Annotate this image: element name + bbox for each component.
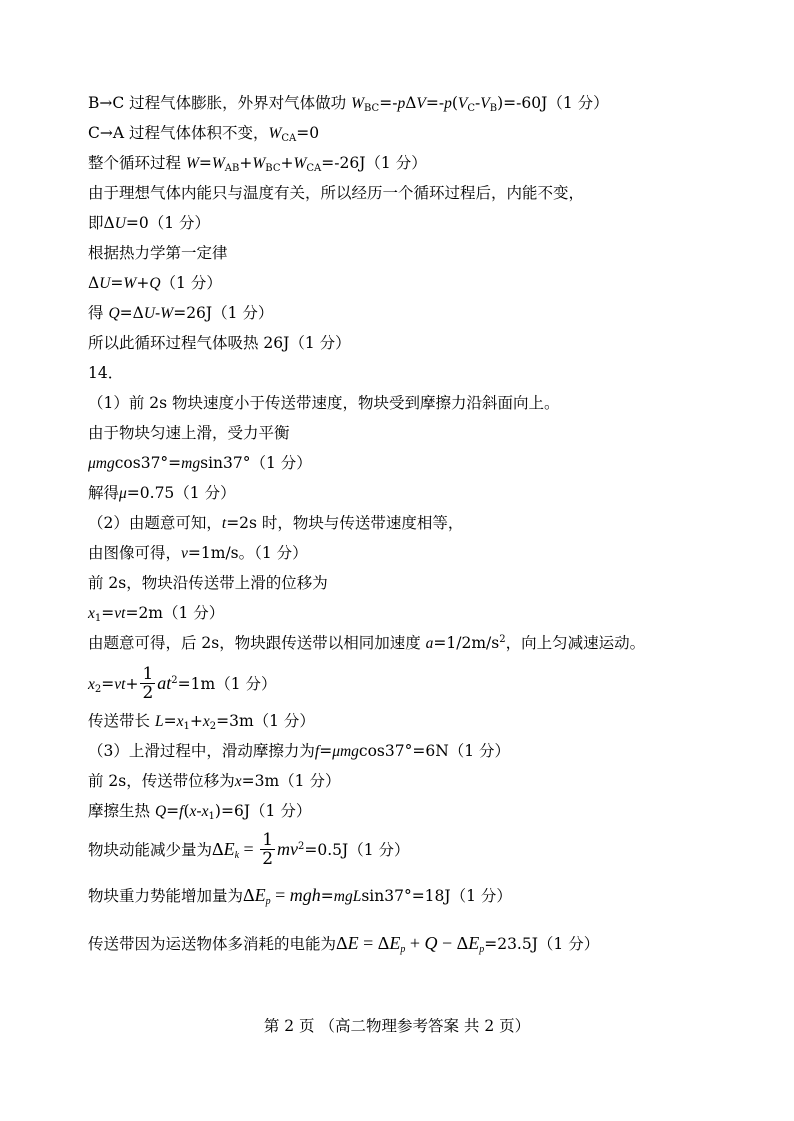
page-footer: 第 2 页 （高二物理参考答案 共 2 页）: [263, 1017, 531, 1035]
line-acceleration: 由题意可得，后 2s，物块跟传送带以相同加速度 $a=1/2m/s^2$，向上匀减速运动。: [88, 634, 646, 652]
line-ca-process: C→A 过程气体体积不变，$W_{CA}=0$: [88, 124, 320, 144]
line-potential-energy: 物块重力势能增加量为$\Delta E_p = mgh=mgLsin37^\circ=18J(1$ 分）: [88, 885, 512, 907]
line-kinetic-energy: 物块动能减少量为$\Delta E_k$ = $\frac{1}{2}$ $mv^2=0.5J(1$ 分）: [88, 829, 410, 869]
line-bc-process: B→C 过程气体膨胀，外界对气体做功 $W_{BC}=-p\Delta V=-p(V_C-V_B)=-60J(1$ 分）: [88, 94, 609, 114]
line-electric-energy: 传送带因为运送物体多消耗的电能为$\Delta E = \Delta E_p + Q - \Delta E_p=23.5J(1$ 分）: [88, 933, 600, 955]
line-x1: $x_1=vt=2m(1$ 分）: [88, 604, 225, 624]
fraction-one-half: $\frac{1}{2}$: [142, 663, 154, 703]
line-internal-energy: 由于理想气体内能只与温度有关，所以经历一个循环过程后，内能不变，: [88, 184, 585, 202]
line-whole-cycle: 整个循环过程 $W=W_{AB}+W_{BC}+W_{CA}=-26J(1$ 分）: [88, 154, 427, 174]
line-first-law-eq: ΔU=W+Q（1 分）: [88, 274, 222, 292]
fraction-one-half-2: $\frac{1}{2}$: [262, 829, 274, 869]
line-part3-friction: （3）上滑过程中，滑动摩擦力为f=μmgcos37°=6N（1 分）: [88, 742, 511, 760]
line-balance: 由于物块匀速上滑，受力平衡: [88, 424, 290, 442]
line-mu-result: 解得μ=0.75（1 分）: [88, 484, 236, 502]
line-heat-absorbed: 所以此循环过程气体吸热 26J（1 分）: [88, 334, 351, 352]
line-first-law: 根据热力学第一定律: [88, 244, 228, 262]
line-belt-length: 传送带长 $L=x_1+x_2=3m(1$ 分）: [88, 712, 315, 732]
line-velocity: 由图像可得，v=1m/s。（1 分）: [88, 544, 308, 562]
question-14-number: 14．: [88, 364, 124, 382]
line-part2-intro: （2）由题意可知，t=2s 时，物块与传送带速度相等，: [88, 514, 464, 532]
line-friction-heat: 摩擦生热 $Q=f(x-x_1)=6J(1$ 分）: [88, 802, 312, 822]
line-friction-eq: μmgcos37°=mgsin37°（1 分）: [88, 454, 312, 472]
line-x2: $x_2=vt+$ $\frac{1}{2}$ $at^2=1m(1$ 分）: [88, 663, 277, 703]
line-part1-intro: （1）前 2s 物块速度小于传送带速度，物块受到摩擦力沿斜面向上。: [88, 394, 560, 412]
line-q-result: 得 Q=ΔU-W=26J（1 分）: [88, 304, 274, 322]
line-delta-u: 即ΔU=0（1 分）: [88, 214, 211, 232]
line-belt-displacement: 前 2s，传送带位移为x=3m（1 分）: [88, 772, 341, 790]
line-displacement-intro: 前 2s，物块沿传送带上滑的位移为: [88, 574, 328, 592]
